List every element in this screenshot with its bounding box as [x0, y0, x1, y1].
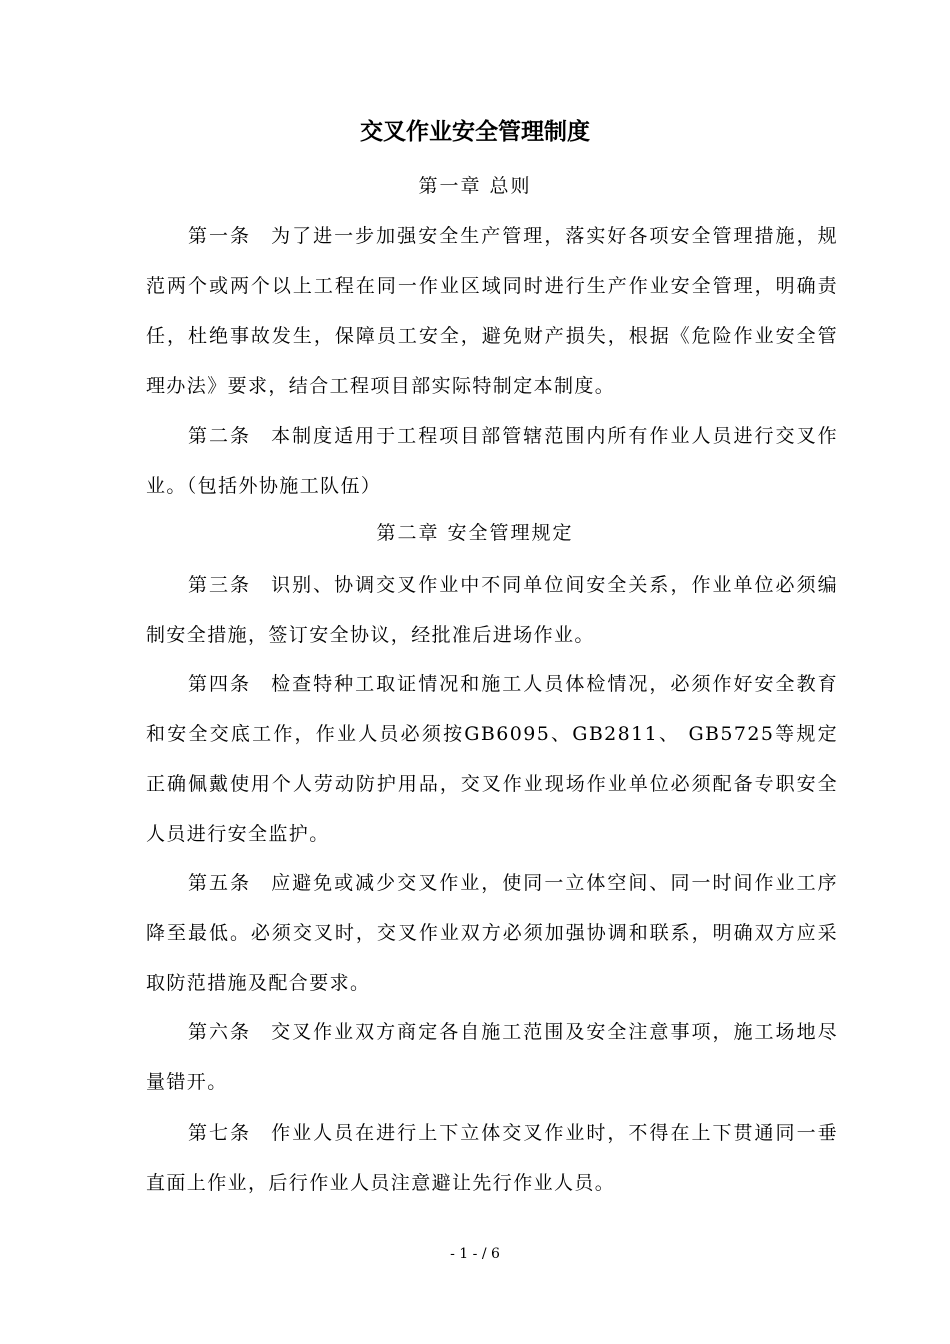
article-label: 第四条 — [188, 673, 252, 695]
article-label: 第七条 — [188, 1122, 252, 1144]
article-text: 识别、协调交叉作业中不同单位间安全关系，作业单位必须编制安全措施，签订安全协议，经批准后进场作业。 — [146, 574, 838, 646]
article-label: 第三条 — [188, 574, 252, 596]
article-label: 第五条 — [188, 872, 252, 894]
article-text: 本制度适用于工程项目部管辖范围内所有作业人员进行交叉作业。（包括外协施工队伍） — [146, 425, 838, 497]
article-label: 第一条 — [188, 225, 252, 247]
page-number: - 1 - / 6 — [450, 1246, 500, 1262]
article-label: 第二条 — [188, 425, 252, 447]
article — [146, 659, 838, 859]
article — [146, 858, 838, 1008]
article-text: 检查特种工取证情况和施工人员体检情况，必须作好安全教育和安全交底工作，作业人员必须按GB6095、GB2811、 GB5725等规定正确佩戴使用个人劳动防护用品，交叉作业现场作业单位必须配备专职安全人员进行安全监护。 — [146, 673, 838, 845]
article-text: 为了进一步加强安全生产管理，落实好各项安全管理措施，规范两个或两个以上工程在同一作业区域同时进行生产作业安全管理，明确责任，杜绝事故发生，保障员工安全，避免财产损失，根据《危险作业安全管理办法》要求，结合工程项目部实际特制定本制度。 — [146, 225, 838, 397]
article — [146, 1007, 838, 1107]
document-title: 交叉作业安全管理制度 — [360, 119, 590, 145]
article-text: 交叉作业双方商定各自施工范围及安全注意事项，施工场地尽量错开。 — [146, 1021, 838, 1093]
chapter-heading: 第一章 总则 — [418, 175, 532, 197]
article — [146, 411, 838, 511]
article-label: 第六条 — [188, 1021, 252, 1043]
article — [146, 211, 838, 411]
article-text: 作业人员在进行上下立体交叉作业时，不得在上下贯通同一垂直面上作业，后行作业人员注意避让先行作业人员。 — [146, 1122, 838, 1194]
article — [146, 560, 838, 660]
article — [146, 1108, 838, 1208]
article-text: 应避免或减少交叉作业，使同一立体空间、同一时间作业工序降至最低。必须交叉时，交叉作业双方必须加强协调和联系，明确双方应采取防范措施及配合要求。 — [146, 872, 838, 994]
chapter-heading: 第二章 安全管理规定 — [376, 522, 574, 544]
